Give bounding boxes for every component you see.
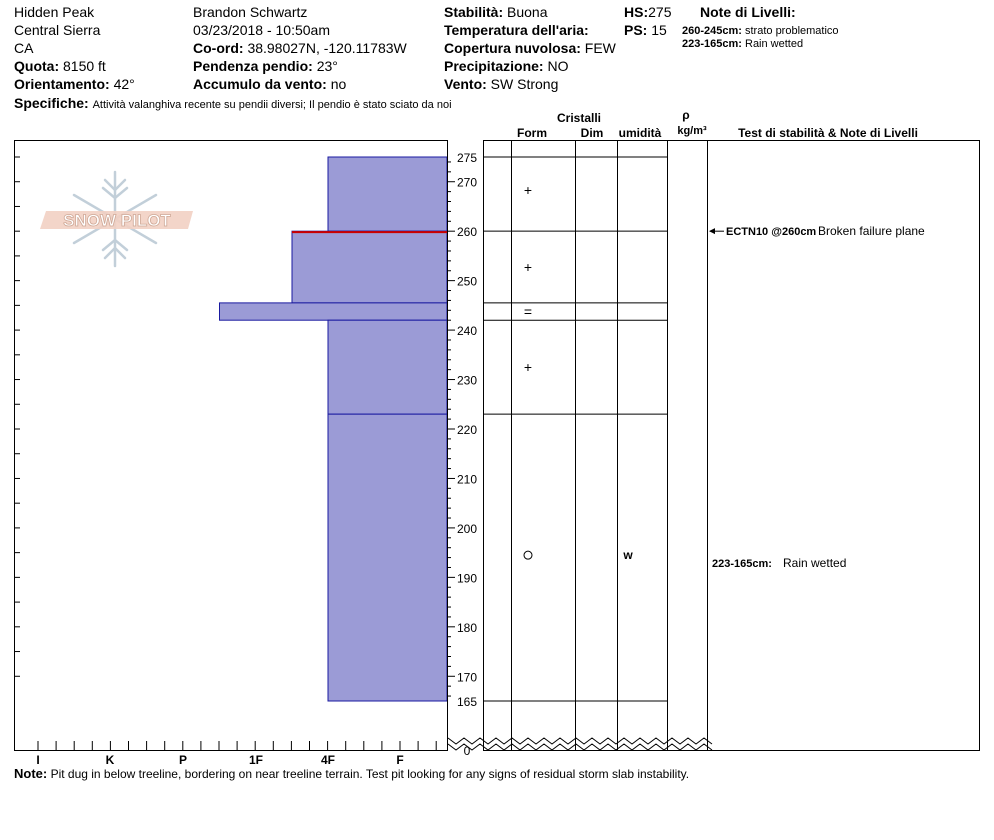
- hardness-tick-label: P: [178, 753, 188, 767]
- hardness-tick-label: 4F: [320, 753, 336, 767]
- layer-note-text: Rain wetted: [745, 38, 804, 50]
- grain-form-symbol: [524, 551, 532, 559]
- stability-notes-header: Test di stabilità & Note di Livelli: [738, 126, 918, 140]
- layer-note-range: 260-245cm:: [682, 25, 742, 37]
- airtemp-label: Temperatura dell'aria:: [444, 22, 589, 38]
- grain-form-symbol: +: [523, 259, 533, 276]
- layer-note-range: 223-165cm:: [682, 38, 742, 50]
- depth-tick-label: 170: [456, 670, 478, 685]
- elevation-value: 8150 ft: [63, 58, 106, 74]
- stability-label: Stabilità:: [444, 4, 504, 20]
- ps-value: 15: [651, 22, 667, 38]
- depth-tick-label: 270: [456, 175, 478, 190]
- depth-axis: [448, 140, 478, 758]
- depth-tick-label: 220: [456, 423, 478, 437]
- grain-form-symbol: =: [523, 303, 533, 320]
- state: CA: [14, 40, 34, 56]
- hardness-tick-label: K: [105, 753, 115, 767]
- layer-notes-title: Note di Livelli:: [700, 4, 796, 20]
- depth-tick-label: 230: [456, 373, 478, 388]
- depth-tick-label: 200: [456, 521, 478, 536]
- depth-tick-label: 210: [456, 472, 478, 487]
- datetime: 03/23/2018 - 10:50am: [193, 22, 330, 38]
- test-code: ECTN10 @260cm: [726, 226, 817, 239]
- precip-label: Precipitazione:: [444, 58, 544, 74]
- footer-label: Note:: [14, 766, 48, 781]
- logo-text: SNOW PILOT: [63, 211, 171, 230]
- stability-value: Buona: [507, 4, 548, 20]
- range: Central Sierra: [14, 22, 101, 38]
- aspect-label: Orientamento:: [14, 76, 110, 92]
- sky-value: FEW: [584, 40, 616, 56]
- coords-label: Co-ord:: [193, 40, 244, 56]
- hs-label: HS:: [624, 4, 649, 20]
- hardness-tick-label: I: [36, 753, 40, 767]
- moisture-symbol: w: [623, 548, 633, 563]
- depth-tick-label: 260: [456, 225, 478, 240]
- hardness-bars: [220, 157, 448, 701]
- slope-value: 23°: [316, 58, 338, 74]
- elevation-label: Quota:: [14, 58, 60, 74]
- layer-bar: [328, 157, 447, 231]
- grain-form-symbol: +: [523, 182, 533, 198]
- test-note: Broken failure plane: [818, 224, 925, 239]
- column-note-range: 223-165cm:: [712, 558, 772, 570]
- sky-label: Copertura nuvolosa:: [444, 40, 581, 56]
- stability-notes: [709, 224, 925, 570]
- dim-header: Dim: [580, 126, 604, 140]
- coords-value: 38.98027N, -120.11783W: [247, 40, 407, 56]
- grain-form-symbol: +: [523, 359, 533, 376]
- depth-tick-label: 180: [456, 620, 478, 635]
- rho-header: ρ: [682, 108, 690, 122]
- ps-label: PS:: [624, 22, 648, 38]
- crystal-grid: [448, 141, 712, 750]
- snowpilot-logo: [40, 172, 193, 266]
- specifics-label: Specifiche:: [14, 95, 89, 111]
- footer-note: [14, 766, 689, 781]
- depth-tick-label: 240: [456, 324, 478, 339]
- depth-tick-label: 0: [463, 744, 471, 758]
- depth-tick-label: 250: [456, 274, 478, 289]
- wind-label: Vento:: [444, 76, 487, 92]
- layer-bar: [328, 320, 447, 414]
- form-header: Form: [517, 126, 547, 140]
- column-note-text: Rain wetted: [783, 556, 847, 570]
- layer-bar: [292, 231, 447, 303]
- layer-bar: [220, 303, 448, 320]
- precip-value: NO: [547, 58, 569, 74]
- depth-tick-label: 275: [456, 151, 478, 165]
- slope-label: Pendenza pendio:: [193, 58, 313, 74]
- wind-value: SW Strong: [490, 76, 559, 92]
- windload-value: no: [330, 76, 347, 92]
- axis-break-mark: [448, 744, 712, 750]
- location: Hidden Peak: [14, 4, 95, 20]
- density-unit-header: kg/m³: [677, 125, 707, 137]
- footer-text: Pit dug in below treeline, bordering on near treeline terrain. Test pit looking for any signs of residual storm slab instability.: [50, 767, 690, 781]
- axis-break-mark: [448, 738, 712, 744]
- windload-label: Accumulo da vento:: [193, 76, 327, 92]
- depth-tick-label: 190: [456, 571, 478, 586]
- observer: Brandon Schwartz: [193, 4, 308, 20]
- layer-bar: [328, 414, 447, 701]
- moisture-header: umidità: [618, 126, 662, 140]
- hs-value: 275: [648, 4, 672, 20]
- hardness-tick-label: 1F: [248, 753, 264, 767]
- aspect-value: 42°: [113, 76, 135, 92]
- depth-tick-label: 165: [456, 695, 478, 709]
- hardness-tick-label: F: [396, 753, 404, 767]
- test-pointer-arrowhead: [709, 228, 715, 234]
- specifics-value: Attività valanghiva recente su pendii diversi; Il pendio è stato sciato da noi: [92, 99, 452, 111]
- crystal-grid-frame: [484, 141, 708, 751]
- crystals-header: Cristalli: [556, 111, 602, 125]
- layer-note-text: strato problematico: [745, 25, 839, 37]
